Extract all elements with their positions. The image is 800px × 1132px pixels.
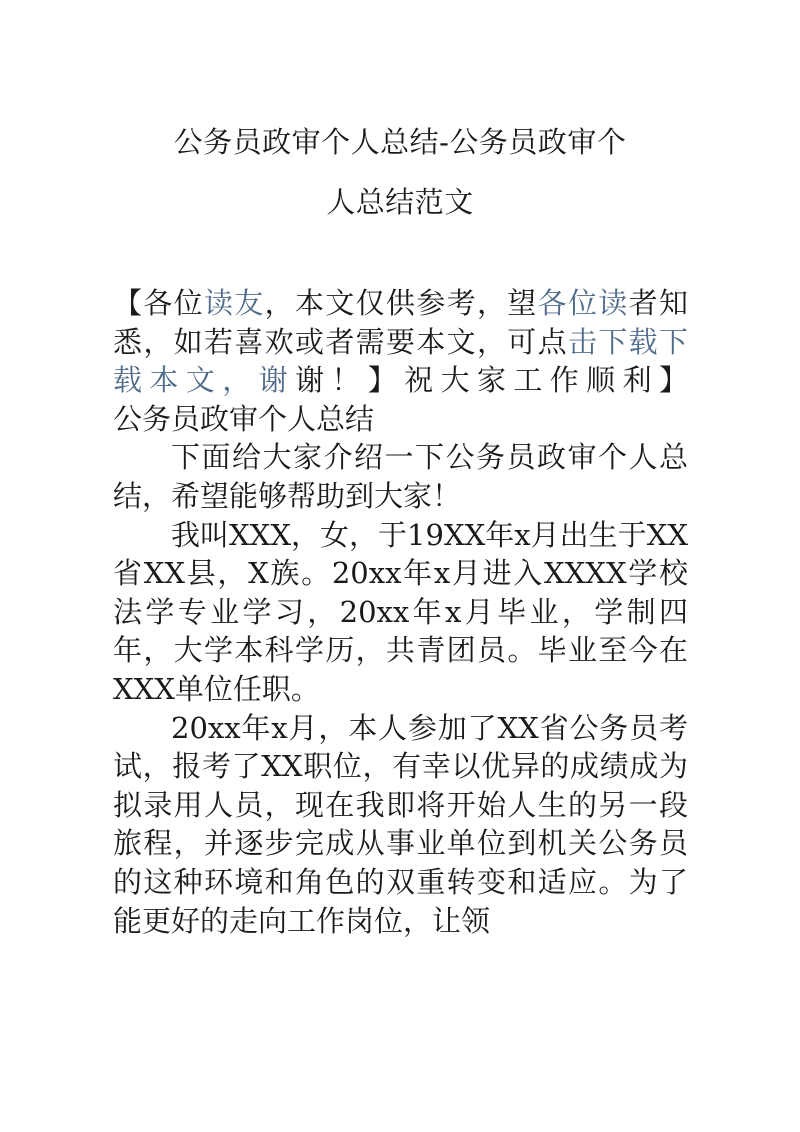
document-body xyxy=(113,284,688,940)
notice-highlight: 各位读 xyxy=(537,286,629,320)
notice-line-1 xyxy=(113,284,688,400)
subheading: 公务员政审个人总结 xyxy=(113,401,375,436)
notice-highlight: 击下载下载本文，谢 xyxy=(113,324,688,398)
notice-segment: ，本文仅供参考，望 xyxy=(264,286,538,320)
notice-segment: 谢！】祝大家工作顺利】 xyxy=(295,363,688,398)
document-title-line-2: 人总结范文 xyxy=(326,185,474,219)
notice-segment: 【各位 xyxy=(113,286,204,320)
paragraph-2: 我叫XXX，女，于19XX年x月出生于XX省XX县，X族。20xx年x月进入XXXX学校法学专业学习，20xx年x月毕业，学制四年，大学本科学历，共青团员。毕业至今在XXX单位任职。 xyxy=(113,517,688,706)
download-notice xyxy=(113,284,688,400)
notice-segment: 者知悉，如若喜欢或者需要本文，可点 xyxy=(113,286,688,359)
notice-highlight: 读友 xyxy=(204,286,265,320)
document-title-line-1: 公务员政审个人总结-公务员政审个 xyxy=(173,125,627,159)
paragraph-3: 20xx年x月，本人参加了XX省公务员考试，报考了XX职位，有幸以优异的成绩成为拟录用人员，现在我即将开始人生的另一段旅程，并逐步完成从事业单位到机关公务员的这种环境和角色的双重转变和适应。为了能更好的走向工作岗位，让领 xyxy=(113,710,688,938)
paragraph-1: 下面给大家介绍一下公务员政审个人总结，希望能够帮助到大家！ xyxy=(113,440,688,513)
